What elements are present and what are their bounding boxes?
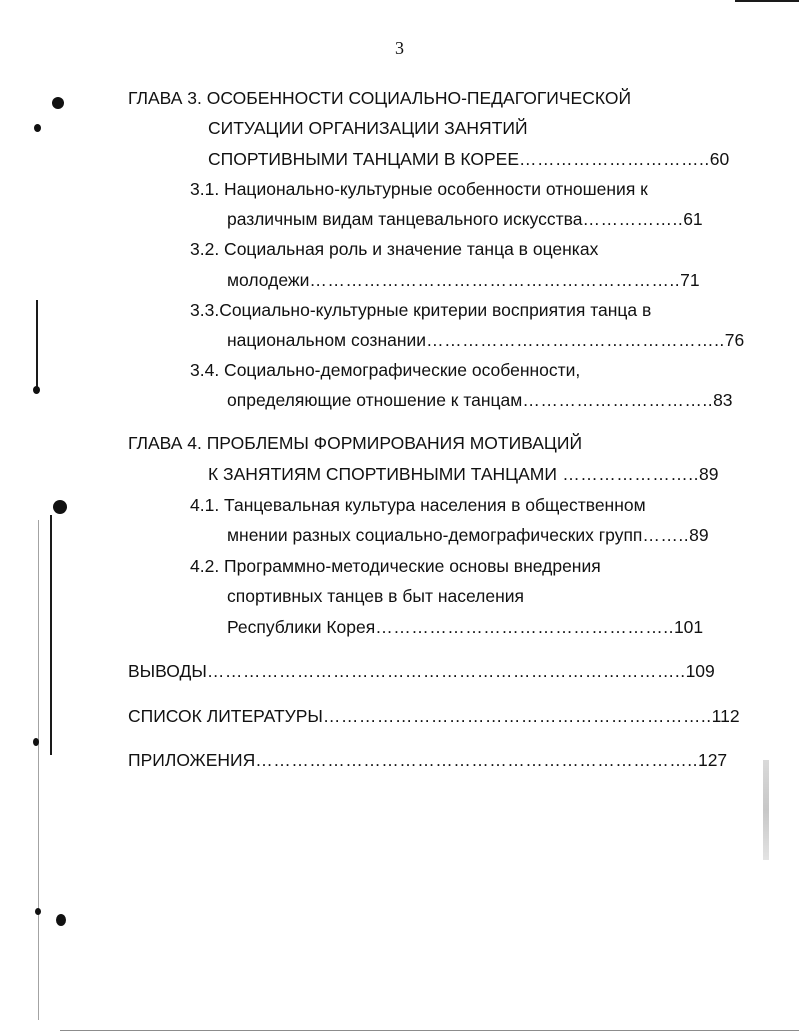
toc-entry-last-line [128,705,740,727]
toc-page-number: 101 [673,617,704,637]
scan-blob [56,914,66,926]
scan-mark-top-right [735,0,799,2]
toc-line: 3.3.Социально-культурные критерии восприятия танца в [190,300,652,320]
scan-blob [33,738,39,746]
toc-dot-leader: ………………………………………….. [375,617,674,637]
toc-page-number: 76 [724,330,745,350]
toc-page-number: 89 [699,464,719,484]
toc-page-number: 61 [683,209,703,229]
toc-entry-title: определяющие отношение к танцам [227,390,523,410]
scan-line-left [36,300,38,390]
toc-entry-last-line [227,208,703,230]
scan-blob [33,386,40,394]
scan-streak-right [763,760,769,860]
scan-line-left [38,520,39,1020]
toc-line: спортивных танцев в быт населения [227,586,524,606]
toc-dot-leader: ……………………………………………………………….. [255,750,698,770]
toc-entry-title: мнении разных социально-демографических групп [227,525,643,545]
toc-page-number: 60 [709,149,730,169]
toc-entry-title: ВЫВОДЫ [128,661,207,681]
page-number: 3 [395,38,404,58]
toc-entry-last-line [128,660,715,682]
scan-blob [52,97,64,109]
toc-line: ГЛАВА 3. ОСОБЕННОСТИ СОЦИАЛЬНО-ПЕДАГОГИЧЕСКОЙ [128,88,632,108]
toc-entry-last-line [227,524,709,546]
toc-entry-title: Республики Корея [227,617,376,637]
toc-line: ГЛАВА 4. ПРОБЛЕМЫ ФОРМИРОВАНИЯ МОТИВАЦИЙ [128,433,583,453]
toc-entry-title: молодежи [227,270,310,290]
toc-entry-last-line [208,148,729,170]
toc-entry-last-line [208,463,718,485]
toc-dot-leader: ………………….. [556,464,700,484]
toc-dot-leader: …………….. [582,209,684,229]
toc-entry-title: СПОРТИВНЫМИ ТАНЦАМИ В КОРЕЕ [208,149,520,169]
toc-entry-last-line [227,329,744,351]
toc-entry-last-line [227,616,703,638]
toc-entry-title: различным видам танцевального искусства [227,209,583,229]
toc-page-number: 71 [680,270,700,290]
scan-blob [34,124,41,132]
scan-blob [53,500,67,514]
toc-entry-title: СПИСОК ЛИТЕРАТУРЫ [128,706,323,726]
toc-dot-leader: …….. [642,525,690,545]
toc-entry-title: национальном сознании [227,330,427,350]
toc-page-number: 127 [697,750,728,770]
toc-dot-leader: ………………………………………….. [426,330,725,350]
scan-blob [35,908,41,915]
toc-line: 3.2. Социальная роль и значение танца в оценках [190,239,599,259]
toc-entry-last-line [227,269,700,291]
scan-line-left [50,515,52,755]
scan-line-bottom [60,1030,799,1031]
toc-line: 3.4. Социально-демографические особенности, [190,360,581,380]
toc-dot-leader: ………………………….. [519,149,710,169]
toc-page-number: 89 [689,525,709,545]
toc-entry-last-line [128,749,727,771]
toc-dot-leader: ……………………………………………………….. [322,706,712,726]
toc-dot-leader: …………………………………………………………………….. [206,661,686,681]
toc-line: 4.2. Программно-методические основы внедрения [190,556,601,576]
toc-line: 4.1. Танцевальная культура населения в общественном [190,495,646,515]
toc-dot-leader: …………………………………………………….. [309,270,681,290]
toc-dot-leader: ………………………….. [522,390,714,410]
toc-entry-last-line [227,389,733,411]
toc-page-number: 109 [685,661,715,681]
toc-line: 3.1. Национально-культурные особенности отношения к [190,179,648,199]
toc-page-number: 112 [711,706,740,726]
toc-line: СИТУАЦИИ ОРГАНИЗАЦИИ ЗАНЯТИЙ [208,118,528,138]
toc-entry-title: К ЗАНЯТИЯМ СПОРТИВНЫМИ ТАНЦАМИ [208,464,557,484]
toc-entry-title: ПРИЛОЖЕНИЯ [128,750,256,770]
toc-page-number: 83 [713,390,733,410]
